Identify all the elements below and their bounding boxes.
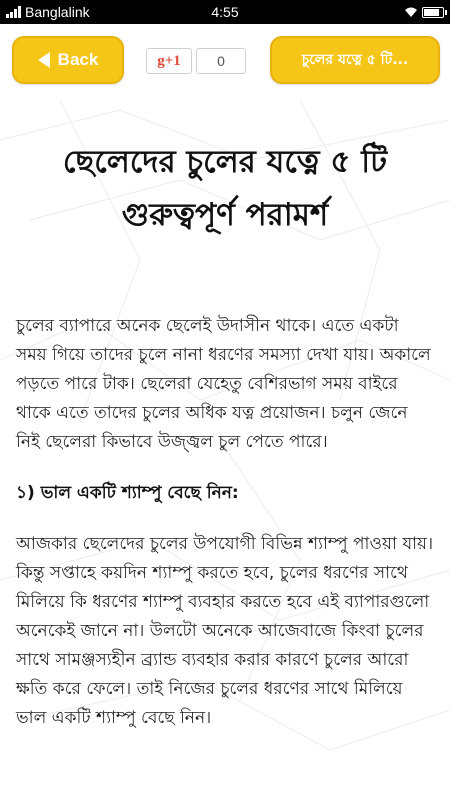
back-button[interactable] [12, 36, 124, 84]
back-arrow-icon [38, 52, 50, 68]
section-body: আজকার ছেলেদের চুলের উপযোগী বিভিন্ন শ্যাম্পু পাওয়া যায়। কিন্তু সপ্তাহে কয়দিন শ্যাম্পু করতে হবে, চুলের ধরণের সাথে মিলিয়ে কি ধরণের শ্যাম্পু ব্যবহার করতে হবে এই ব্যাপারগুলো অনেকেই জানে না। উলটো অনেকে আজেবাজে কিংবা চুলের সাথে সামঞ্জস্যহীন ব্র্যান্ড ব্যবহার করার কারণে চুলের আরো ক্ষতি করে ফেলে। তাই নিজের চুলের ধরণের সাথে মিলিয়ে ভাল একটি শ্যাম্পু বেছে নিন। [16, 534, 434, 728]
back-button-label: Back [57, 50, 99, 69]
carrier-label: Banglalink [25, 4, 90, 20]
wifi-icon [404, 6, 418, 18]
status-time: 4:55 [211, 4, 239, 20]
article-intro: চুলের ব্যাপারে অনেক ছেলেই উদাসীন থাকে। এতে একটা সময় গিয়ে তাদের চুলে নানা ধরণের সমস্যা দেখা যায়। অকালে পড়তে পারে টাক। ছেলেরা যেহেতু বেশিরভাগ সময় বাইরে থাকে এতে তাদের চুলের অধিক যত্ন প্রয়োজন। চলুন জেনে নিই ছেলেরা কিভাবে উজ্জ্বল চুল পেতে পারে। [16, 316, 431, 452]
google-plus-count: 0 [196, 48, 246, 74]
google-plus-one-button[interactable]: g+1 [146, 48, 192, 74]
article-title-button[interactable]: চুলের যত্নে ৫ টি... [270, 36, 440, 84]
signal-icon [6, 6, 21, 18]
page-title: ছেলেদের চুলের যত্নে ৫ টি গুরুত্বপূর্ণ পরামর্শ [62, 144, 388, 233]
battery-icon [422, 7, 444, 18]
status-bar [0, 0, 450, 24]
article-content [0, 100, 450, 800]
status-left [6, 4, 90, 20]
section-heading: ১) ভাল একটি শ্যাম্পু বেছে নিন: [16, 483, 239, 503]
status-right [404, 6, 444, 18]
top-toolbar [0, 24, 450, 100]
